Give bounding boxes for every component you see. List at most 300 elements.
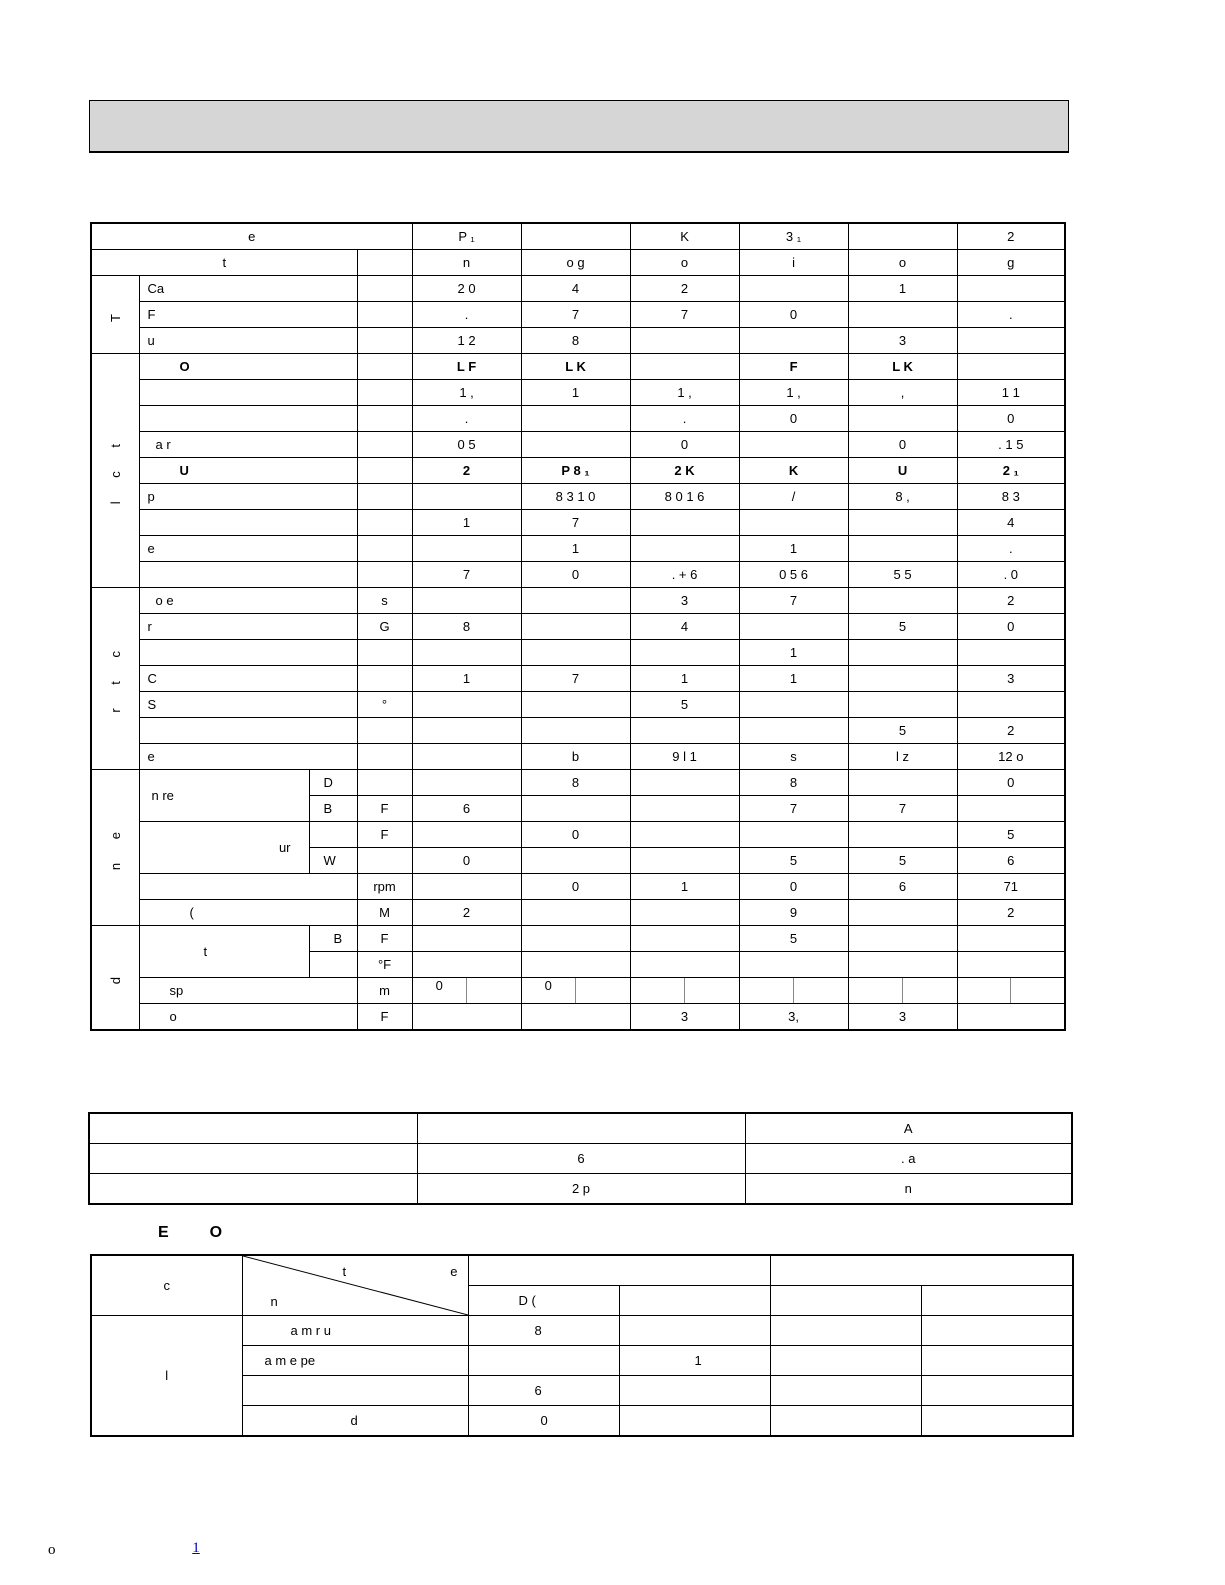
item-label: F (139, 302, 357, 328)
op-row-label: d (242, 1406, 468, 1437)
spec-value: 0 (848, 432, 957, 458)
table-row (91, 276, 1065, 302)
spec-value (848, 406, 957, 432)
spec-value: 3 (630, 1004, 739, 1031)
item-label: C (139, 666, 357, 692)
spec-value (412, 952, 521, 978)
spec-value: 0 (521, 562, 630, 588)
spec-value (521, 432, 630, 458)
group-label (91, 588, 139, 770)
item-label: o (139, 1004, 357, 1031)
unit-cell (357, 302, 412, 328)
spec-value: 1 (739, 536, 848, 562)
spec-value: 4 (521, 276, 630, 302)
spec-value: L K (521, 354, 630, 380)
spec-value (739, 692, 848, 718)
op-subhead: D ( (468, 1286, 619, 1316)
op-title-b: O (209, 1224, 224, 1241)
spec-value (412, 692, 521, 718)
table-row (91, 458, 1065, 484)
spec-split-cell (848, 978, 957, 1004)
unit-cell: M (357, 900, 412, 926)
model-subheader: i (739, 250, 848, 276)
model-subheader: o (630, 250, 739, 276)
spec-value: 0 (630, 432, 739, 458)
item-label (139, 562, 357, 588)
spec-value (630, 640, 739, 666)
model-header: P ₁ (412, 223, 521, 250)
model-subheader: o g (521, 250, 630, 276)
spec-value: 0 5 (412, 432, 521, 458)
spec-value (412, 588, 521, 614)
spec-value: 8 , (848, 484, 957, 510)
spec-value (630, 770, 739, 796)
table-row (89, 1174, 1072, 1205)
spec-value: 7 (412, 562, 521, 588)
operating-range-title (158, 1224, 263, 1242)
model-subheader: g (957, 250, 1065, 276)
spec-value (521, 588, 630, 614)
unit-cell (357, 354, 412, 380)
op-subhead (619, 1286, 770, 1316)
unit-cell (357, 536, 412, 562)
spec-value: 2 K (630, 458, 739, 484)
op-cell (770, 1346, 921, 1376)
spec-value (412, 744, 521, 770)
spec-value (521, 614, 630, 640)
spec-value: 0 (739, 874, 848, 900)
unit-cell (357, 510, 412, 536)
spec-value (848, 952, 957, 978)
spec-value (630, 536, 739, 562)
spec-value: . (412, 302, 521, 328)
op-cell: 8 (468, 1316, 619, 1346)
item-label: U (139, 458, 357, 484)
spec-value: 1 2 (412, 328, 521, 354)
spec-value: 5 (848, 614, 957, 640)
op-group-label: l (91, 1316, 242, 1437)
unit-cell (357, 562, 412, 588)
table-row (91, 1004, 1065, 1031)
spec-value: 5 (630, 692, 739, 718)
spec-value (630, 510, 739, 536)
summary-cell (89, 1144, 417, 1174)
spec-value: F (739, 354, 848, 380)
model-subheader: n (412, 250, 521, 276)
item-label: r (139, 614, 357, 640)
split-right (902, 978, 957, 1003)
spec-value: 1 (630, 666, 739, 692)
op-cell (921, 1316, 1073, 1346)
split-left (740, 978, 794, 1003)
spec-value: . (412, 406, 521, 432)
table-row (91, 666, 1065, 692)
item-label (139, 406, 357, 432)
table-row (91, 978, 1065, 1004)
spec-value: 7 (521, 302, 630, 328)
spec-value: 5 (848, 848, 957, 874)
summary-cell (89, 1174, 417, 1205)
spec-value (521, 406, 630, 432)
unit-cell (357, 744, 412, 770)
item-label: Ca (139, 276, 357, 302)
item-label (139, 718, 357, 744)
split-left (631, 978, 685, 1003)
spec-value (412, 770, 521, 796)
item-label: u (139, 328, 357, 354)
unit-cell (357, 328, 412, 354)
op-cell (770, 1406, 921, 1437)
table-row (91, 640, 1065, 666)
unit-cell (357, 250, 412, 276)
spec-value (739, 510, 848, 536)
summary-cell: 2 p (417, 1174, 745, 1205)
spec-value (957, 692, 1065, 718)
spec-value: 12 o (957, 744, 1065, 770)
spec-value: L K (848, 354, 957, 380)
spec-value: 4 (630, 614, 739, 640)
item-label: o e (139, 588, 357, 614)
spec-value (957, 952, 1065, 978)
footer-page-link[interactable]: 1 (192, 1540, 200, 1556)
spec-value (848, 666, 957, 692)
unit-cell (357, 640, 412, 666)
spec-split-cell (630, 978, 739, 1004)
spec-value: 7 (848, 796, 957, 822)
spec-value (630, 900, 739, 926)
spec-value: 0 (521, 822, 630, 848)
spec-value (412, 926, 521, 952)
diag-top-right: e (450, 1264, 458, 1279)
sub-group-label: n re (139, 770, 309, 822)
spec-value (630, 926, 739, 952)
spec-value (630, 796, 739, 822)
table-row (91, 432, 1065, 458)
split-right (684, 978, 739, 1003)
spec-value: 8 (521, 770, 630, 796)
spec-value: 1 (412, 510, 521, 536)
spec-value: 1 (739, 666, 848, 692)
spec-value: b (521, 744, 630, 770)
item-label: a r (139, 432, 357, 458)
unit-cell: F (357, 796, 412, 822)
spec-value: 8 (739, 770, 848, 796)
spec-value (412, 718, 521, 744)
summary-table (88, 1112, 1073, 1205)
spec-value: 8 3 (957, 484, 1065, 510)
header-label: t (91, 250, 357, 276)
spec-value (630, 718, 739, 744)
op-cell (921, 1346, 1073, 1376)
op-head-group-1 (468, 1255, 770, 1286)
spec-value: . + 6 (630, 562, 739, 588)
sub-group-label: ur (139, 822, 309, 874)
spec-value (521, 718, 630, 744)
table-row (91, 744, 1065, 770)
spec-value: U (848, 458, 957, 484)
summary-cell: A (745, 1113, 1072, 1144)
op-row-label (242, 1376, 468, 1406)
footer-text: o (48, 1542, 56, 1558)
op-subhead (921, 1286, 1073, 1316)
split-left: 0 (544, 978, 552, 993)
spec-split-cell (739, 978, 848, 1004)
op-first-col-header: c (91, 1255, 242, 1316)
spec-value: . 1 5 (957, 432, 1065, 458)
spec-value: 6 (957, 848, 1065, 874)
group-label (91, 354, 139, 588)
op-head-group-2 (770, 1255, 1073, 1286)
table-row (91, 822, 1065, 848)
item-label (139, 874, 357, 900)
table-row (91, 588, 1065, 614)
table-row (89, 1113, 1072, 1144)
spec-value (412, 536, 521, 562)
spec-value: 3 (630, 588, 739, 614)
spec-value (848, 770, 957, 796)
unit-cell (357, 770, 412, 796)
spec-value: 2 (957, 900, 1065, 926)
unit-cell (357, 484, 412, 510)
spec-value: 8 0 1 6 (630, 484, 739, 510)
spec-value: . (957, 302, 1065, 328)
table-row (91, 510, 1065, 536)
unit-cell: ° (357, 692, 412, 718)
table-row (91, 328, 1065, 354)
item-label: e (139, 536, 357, 562)
spec-value: 1 , (412, 380, 521, 406)
spec-value: 0 (957, 614, 1065, 640)
spec-value (739, 952, 848, 978)
spec-value (521, 952, 630, 978)
spec-value: 7 (739, 796, 848, 822)
op-cell (770, 1376, 921, 1406)
op-title-a: E (158, 1224, 170, 1241)
split-right (575, 978, 630, 1003)
spec-value (957, 328, 1065, 354)
spec-value: 2 (412, 900, 521, 926)
table-row (91, 223, 1065, 250)
split-left (849, 978, 903, 1003)
spec-value: 2 (957, 588, 1065, 614)
spec-value (848, 692, 957, 718)
item-label: e (139, 744, 357, 770)
spec-value (848, 302, 957, 328)
spec-value (630, 354, 739, 380)
diag-top-left: t (342, 1264, 347, 1279)
spec-value: 8 (412, 614, 521, 640)
spec-value (521, 796, 630, 822)
spec-value (848, 822, 957, 848)
spec-value: P 8 ₁ (521, 458, 630, 484)
spec-value: K (739, 458, 848, 484)
spec-value: 3 (957, 666, 1065, 692)
spec-value: 2 0 (412, 276, 521, 302)
spec-value (957, 926, 1065, 952)
spec-value: 7 (630, 302, 739, 328)
spec-value: 8 (521, 328, 630, 354)
item-label (139, 640, 357, 666)
spec-value: 9 (739, 900, 848, 926)
unit-cell (357, 666, 412, 692)
unit-cell (357, 718, 412, 744)
spec-value (412, 484, 521, 510)
section-title-banner (89, 100, 1069, 153)
item-label: ( (139, 900, 357, 926)
op-cell (921, 1376, 1073, 1406)
spec-value (521, 1004, 630, 1031)
unit-cell: °F (357, 952, 412, 978)
op-cell (921, 1406, 1073, 1437)
op-cell: 0 (468, 1406, 619, 1437)
spec-value (630, 848, 739, 874)
table-row (91, 536, 1065, 562)
sub-item-label: D (309, 770, 357, 796)
spec-value: 5 5 (848, 562, 957, 588)
table-row (91, 614, 1065, 640)
summary-cell: n (745, 1174, 1072, 1205)
summary-cell: . a (745, 1144, 1072, 1174)
op-cell (619, 1406, 770, 1437)
spec-value (521, 640, 630, 666)
spec-value: / (739, 484, 848, 510)
spec-value (739, 614, 848, 640)
spec-value: 1 (412, 666, 521, 692)
spec-value: s (739, 744, 848, 770)
sub-item-label (309, 822, 357, 848)
table-row (91, 302, 1065, 328)
spec-value (630, 952, 739, 978)
spec-value (521, 900, 630, 926)
item-label (139, 510, 357, 536)
group-label-text: d (107, 967, 123, 985)
spec-value: 1 (521, 536, 630, 562)
spec-value: . (957, 536, 1065, 562)
spec-value (739, 432, 848, 458)
table-row (91, 562, 1065, 588)
split-right (793, 978, 848, 1003)
table-row (91, 770, 1065, 796)
spec-value: 5 (848, 718, 957, 744)
spec-value: 6 (848, 874, 957, 900)
op-cell: 1 (619, 1346, 770, 1376)
summary-cell (417, 1113, 745, 1144)
sub-item-label: B (309, 796, 357, 822)
spec-value: 6 (412, 796, 521, 822)
model-header (848, 223, 957, 250)
spec-value: 0 5 6 (739, 562, 848, 588)
group-label-text: n e (107, 821, 123, 871)
header-label: e (91, 223, 412, 250)
spec-value: . 0 (957, 562, 1065, 588)
spec-value (848, 536, 957, 562)
group-label-text: T (107, 304, 123, 322)
spec-value: 2 ₁ (957, 458, 1065, 484)
spec-value: 0 (739, 302, 848, 328)
spec-value: 1 , (739, 380, 848, 406)
split-left: 0 (435, 978, 443, 993)
spec-value: 7 (521, 510, 630, 536)
spec-value (412, 1004, 521, 1031)
op-cell: 6 (468, 1376, 619, 1406)
op-subhead (770, 1286, 921, 1316)
split-left (958, 978, 1011, 1003)
spec-value: 1 (739, 640, 848, 666)
spec-value: 1 , (630, 380, 739, 406)
spec-value: l z (848, 744, 957, 770)
spec-value: 1 (521, 380, 630, 406)
spec-value: 2 (957, 718, 1065, 744)
spec-value: 5 (739, 848, 848, 874)
spec-value (848, 926, 957, 952)
spec-value: 3 (848, 328, 957, 354)
spec-value: L F (412, 354, 521, 380)
sub-item-label: B (309, 926, 357, 952)
table-row (91, 692, 1065, 718)
table-row (91, 874, 1065, 900)
spec-value (630, 328, 739, 354)
spec-value: 4 (957, 510, 1065, 536)
item-label: sp (139, 978, 357, 1004)
item-label: p (139, 484, 357, 510)
table-row (91, 250, 1065, 276)
group-label (91, 926, 139, 1031)
model-header: 3 ₁ (739, 223, 848, 250)
op-row-label: a m e pe (242, 1346, 468, 1376)
op-row-label: a m r u (242, 1316, 468, 1346)
spec-value (739, 822, 848, 848)
table-row (91, 406, 1065, 432)
table-row (91, 718, 1065, 744)
unit-cell: s (357, 588, 412, 614)
spec-value: 0 (957, 406, 1065, 432)
item-label (139, 380, 357, 406)
operating-range-table (90, 1254, 1074, 1437)
unit-cell (357, 432, 412, 458)
spec-value (630, 822, 739, 848)
group-label (91, 276, 139, 354)
op-cell (770, 1316, 921, 1346)
spec-value: 0 (412, 848, 521, 874)
summary-cell (89, 1113, 417, 1144)
spec-value: 3, (739, 1004, 848, 1031)
sub-item-label: W (309, 848, 357, 874)
spec-value (521, 692, 630, 718)
table-row (91, 484, 1065, 510)
spec-value: 0 (521, 874, 630, 900)
spec-split-cell (957, 978, 1065, 1004)
op-diagonal-header (242, 1255, 468, 1316)
spec-value (739, 328, 848, 354)
spec-value: 1 1 (957, 380, 1065, 406)
unit-cell: m (357, 978, 412, 1004)
spec-value (957, 1004, 1065, 1031)
spec-value (739, 718, 848, 744)
spec-value: 5 (957, 822, 1065, 848)
spec-value: 5 (739, 926, 848, 952)
spec-value (848, 510, 957, 536)
unit-cell (357, 276, 412, 302)
diag-bottom: n (270, 1294, 278, 1309)
group-label-text: l c t (107, 433, 123, 505)
table-row (89, 1144, 1072, 1174)
table-row (91, 926, 1065, 952)
unit-cell (357, 848, 412, 874)
split-right (1010, 978, 1064, 1003)
spec-value: 1 (848, 276, 957, 302)
specification-table (90, 222, 1066, 1031)
item-label: O (139, 354, 357, 380)
